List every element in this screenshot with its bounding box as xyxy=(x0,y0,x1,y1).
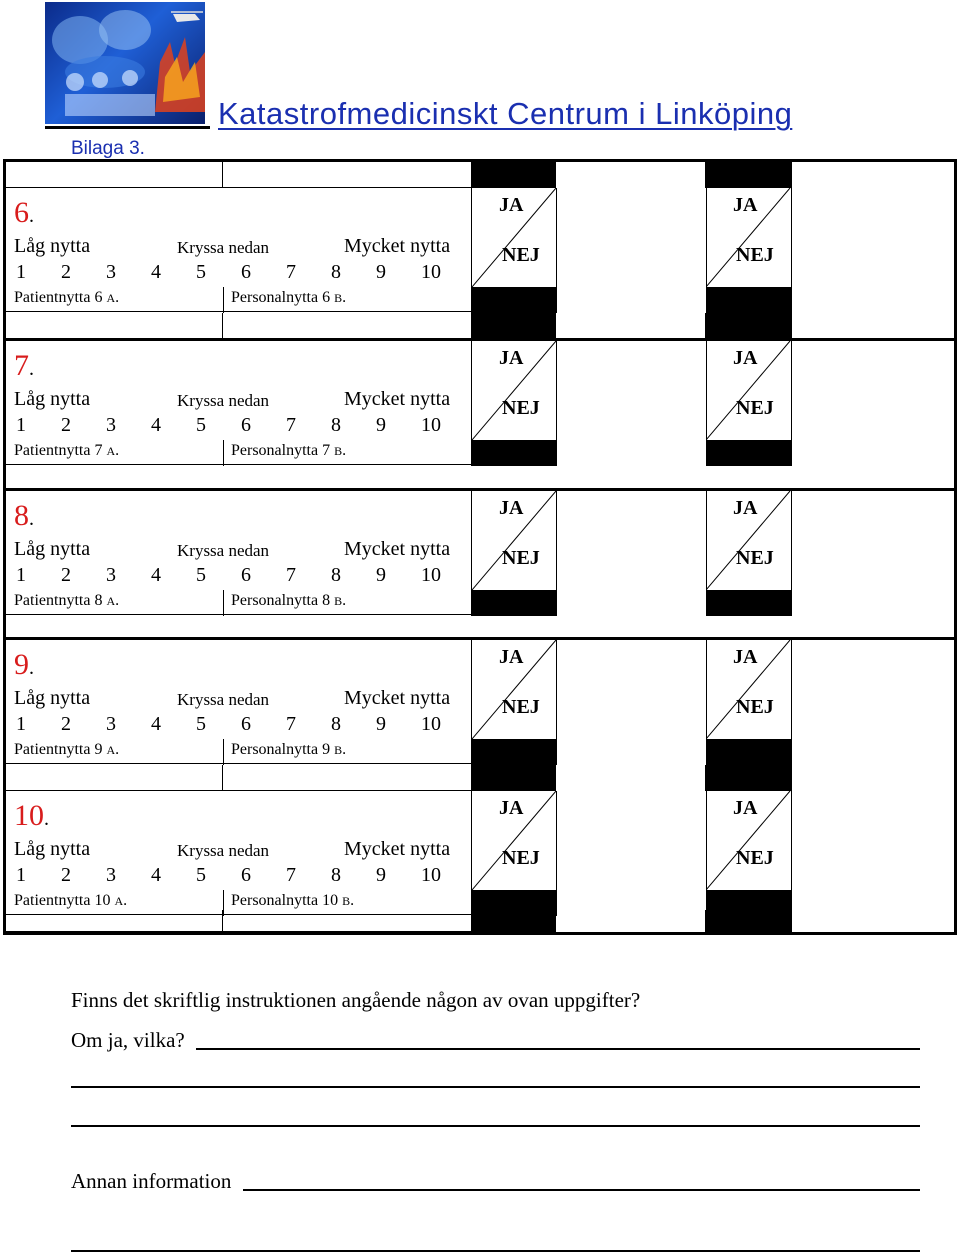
patient-benefit-label: Patientnytta 6 A. xyxy=(14,289,120,306)
staff-yes-no-box[interactable]: JA NEJ xyxy=(706,791,791,890)
item-block xyxy=(6,640,954,765)
scale-low-label: Låg nytta xyxy=(14,538,91,560)
patient-yes-no-box[interactable]: JA NEJ xyxy=(472,791,557,890)
staff-yes-no-box[interactable]: JA NEJ xyxy=(706,341,791,440)
table-spacer-row xyxy=(6,765,954,791)
staff-benefit-label: Personalnytta 7 B. xyxy=(231,442,347,459)
scale-low-label: Låg nytta xyxy=(14,838,91,860)
scale-instruction: Kryssa nedan xyxy=(177,690,270,709)
table-spacer-row xyxy=(6,313,954,339)
rating-scale[interactable]: 1 2 3 4 5 6 7 8 9 10 xyxy=(16,414,441,436)
table-spacer-row xyxy=(6,910,954,932)
patient-benefit-label: Patientnytta 10 A. xyxy=(14,892,128,909)
item-number: 9. xyxy=(14,648,34,681)
item-block xyxy=(6,491,954,616)
scale-high-label: Mycket nytta xyxy=(344,838,451,860)
patient-benefit-label: Patientnytta 7 A. xyxy=(14,442,120,459)
scale-high-label: Mycket nytta xyxy=(344,235,451,257)
patient-yes-no-box[interactable]: JA NEJ xyxy=(472,491,557,590)
organization-logo xyxy=(45,2,205,124)
instruction-question: Finns det skriftlig instruktionen angående någon av ovan uppgifter? xyxy=(71,988,641,1012)
scale-low-label: Låg nytta xyxy=(14,235,91,257)
rating-scale[interactable]: 1 2 3 4 5 6 7 8 9 10 xyxy=(16,261,441,283)
item-block xyxy=(6,341,954,466)
which-answer-line-2[interactable] xyxy=(71,1086,920,1088)
scale-high-label: Mycket nytta xyxy=(344,538,451,560)
which-answer-line-3[interactable] xyxy=(71,1125,920,1127)
organization-title: Katastrofmedicinskt Centrum i Linköping xyxy=(218,96,793,131)
scale-high-label: Mycket nytta xyxy=(344,687,451,709)
staff-yes-no-box[interactable]: JA NEJ xyxy=(706,640,791,739)
rating-scale[interactable]: 1 2 3 4 5 6 7 8 9 10 xyxy=(16,564,441,586)
rating-scale[interactable]: 1 2 3 4 5 6 7 8 9 10 xyxy=(16,864,441,886)
patient-benefit-label: Patientnytta 8 A. xyxy=(14,592,120,609)
staff-yes-no-box[interactable]: JA NEJ xyxy=(706,491,791,590)
which-answer-line-1[interactable] xyxy=(196,1048,920,1050)
scale-instruction: Kryssa nedan xyxy=(177,541,270,560)
surgery-team-logo-icon xyxy=(45,2,205,124)
patient-yes-no-box[interactable]: JA NEJ xyxy=(472,640,557,739)
scale-instruction: Kryssa nedan xyxy=(177,238,270,257)
item-number: 7. xyxy=(14,349,34,382)
scale-instruction: Kryssa nedan xyxy=(177,391,270,410)
item-number: 10. xyxy=(14,799,49,832)
item-number: 8. xyxy=(14,499,34,532)
table-spacer-row xyxy=(6,162,954,188)
patient-benefit-label: Patientnytta 9 A. xyxy=(14,741,120,758)
scale-low-label: Låg nytta xyxy=(14,687,91,709)
staff-benefit-label: Personalnytta 8 B. xyxy=(231,592,347,609)
staff-yes-no-box[interactable]: JA NEJ xyxy=(706,188,791,287)
patient-yes-no-box[interactable]: JA NEJ xyxy=(472,341,557,440)
item-block xyxy=(6,188,954,313)
rating-scale[interactable]: 1 2 3 4 5 6 7 8 9 10 xyxy=(16,713,441,735)
appendix-label: Bilaga 3. xyxy=(71,138,145,159)
other-info-label: Annan information xyxy=(71,1169,232,1193)
header-rule xyxy=(45,126,210,129)
scale-instruction: Kryssa nedan xyxy=(177,841,270,860)
staff-benefit-label: Personalnytta 6 B. xyxy=(231,289,347,306)
staff-benefit-label: Personalnytta 10 B. xyxy=(231,892,355,909)
item-number: 6. xyxy=(14,196,34,229)
other-info-line-1[interactable] xyxy=(243,1189,920,1191)
which-label: Om ja, vilka? xyxy=(71,1028,185,1052)
scale-high-label: Mycket nytta xyxy=(344,388,451,410)
staff-benefit-label: Personalnytta 9 B. xyxy=(231,741,347,758)
assessment-table xyxy=(3,159,957,935)
item-block xyxy=(6,791,954,916)
patient-yes-no-box[interactable]: JA NEJ xyxy=(472,188,557,287)
scale-low-label: Låg nytta xyxy=(14,388,91,410)
other-info-line-2[interactable] xyxy=(71,1250,920,1252)
